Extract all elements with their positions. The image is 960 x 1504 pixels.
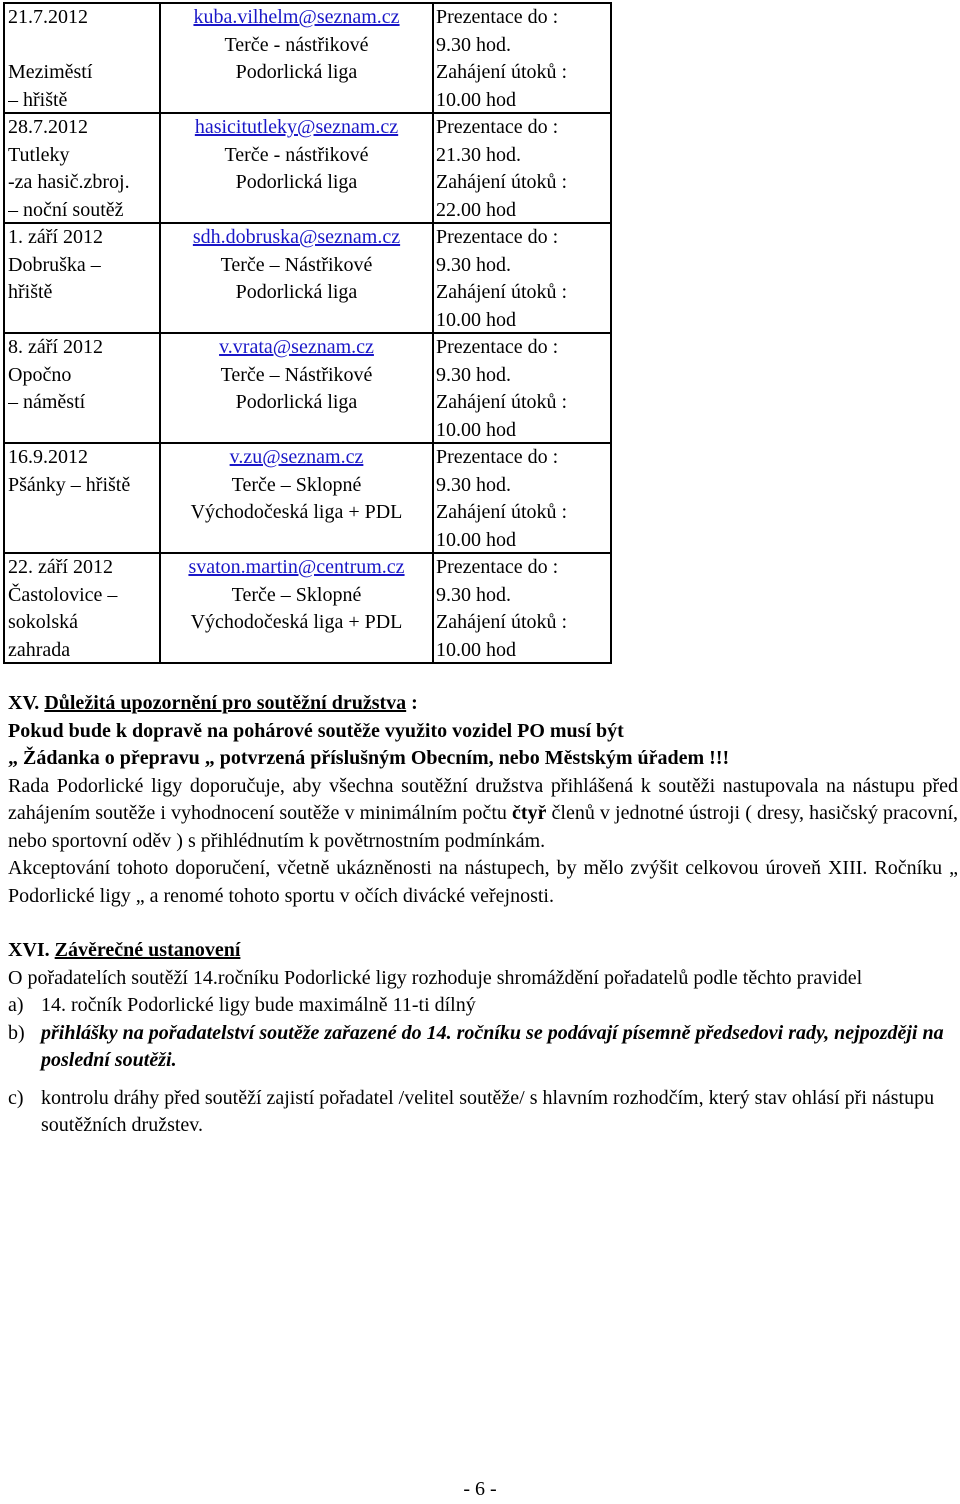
presentation-label: Prezentace do : <box>436 446 559 468</box>
date-place-line: 16.9.2012 <box>8 446 88 468</box>
transport-notice: Pokud bude k dopravě na pohárové soutěže využito vozidel PO musí být <box>8 719 624 742</box>
league: Podorlická liga <box>235 61 358 83</box>
list-marker: c) <box>8 1086 24 1109</box>
presentation-label: Prezentace do : <box>436 336 559 358</box>
organizer-email-link[interactable]: svaton.martin@centrum.cz <box>188 556 405 578</box>
date-place-line: – hřiště <box>8 88 68 111</box>
discipline: Terče – Sklopné <box>231 473 362 496</box>
document-body <box>8 690 958 1140</box>
date-place-line: sokolská <box>8 611 78 633</box>
date-place-line <box>8 499 156 527</box>
date-place-line: hřiště <box>8 281 53 303</box>
section-16-heading <box>8 937 958 965</box>
presentation-time: 9.30 hod. <box>436 363 511 386</box>
start-time: 10.00 hod <box>436 638 516 661</box>
date-place-line: – noční soutěž <box>8 198 124 221</box>
rules-list <box>8 992 958 1140</box>
date-place-line <box>8 307 156 333</box>
presentation-label: Prezentace do : <box>436 226 559 248</box>
table-row <box>4 443 611 553</box>
organizer-cell <box>160 113 433 223</box>
start-label: Zahájení útoků : <box>436 281 568 303</box>
start-time: 10.00 hod <box>436 308 516 331</box>
date-place-line: 21.7.2012 <box>8 6 88 28</box>
section-15-heading <box>8 690 958 718</box>
list-text: přihlášky na pořadatelství soutěže zařazené do 14. ročníku se podávají písemně předsedovi rady, nejpozději na poslední soutěži. <box>41 1021 944 1071</box>
date-place-line: Tutleky <box>8 143 70 166</box>
league: Podorlická liga <box>235 171 358 193</box>
time-cell <box>433 3 611 113</box>
acceptance-paragraph: Akceptování tohoto doporučení, včetně ukázněnosti na nástupech, by mělo zvýšit celkovou úroveň XIII. Ročníku „ Podorlické ligy „ a renomé tohoto sportu v očích divácké veřejnosti. <box>8 857 958 907</box>
discipline: Terče – Nástřikové <box>220 363 373 386</box>
list-marker: b) <box>8 1021 25 1044</box>
date-place-line <box>8 417 156 443</box>
list-item <box>8 1085 958 1140</box>
date-place-line: 1. září 2012 <box>8 226 103 248</box>
start-time: 10.00 hod <box>436 88 516 111</box>
section-16-intro: O pořadatelích soutěží 14.ročníku Podorlické ligy rozhoduje shromáždění pořadatelů podle těchto pravidel <box>8 966 863 989</box>
date-place-cell <box>4 113 160 223</box>
presentation-time: 9.30 hod. <box>436 253 511 276</box>
spacer <box>8 910 958 937</box>
league: Podorlická liga <box>235 391 358 413</box>
organizer-cell <box>160 443 433 553</box>
schedule-table <box>3 2 612 664</box>
organizer-email-link[interactable]: kuba.vilhelm@seznam.cz <box>193 6 400 28</box>
time-cell <box>433 443 611 553</box>
presentation-label: Prezentace do : <box>436 6 559 28</box>
para-emphasis: čtyř <box>511 802 547 824</box>
date-place-line <box>8 527 156 553</box>
section-number: XVI. <box>8 939 50 961</box>
organizer-cell <box>160 3 433 113</box>
date-place-line: 28.7.2012 <box>8 116 88 138</box>
recommendation-paragraph <box>8 773 958 856</box>
date-place-cell <box>4 3 160 113</box>
start-time: 22.00 hod <box>436 198 516 221</box>
date-place-line: Pšánky – hřiště <box>8 473 131 496</box>
section-title: Závěrečné ustanovení <box>54 939 241 961</box>
league: Východočeská liga + PDL <box>190 611 403 633</box>
organizer-email-link[interactable]: v.zu@seznam.cz <box>229 446 364 468</box>
section-number: XV. <box>8 692 40 714</box>
list-item <box>8 992 958 1020</box>
list-marker: a) <box>8 994 24 1016</box>
time-cell <box>433 553 611 663</box>
list-item <box>8 1020 958 1075</box>
table-row <box>4 113 611 223</box>
start-time: 10.00 hod <box>436 418 516 441</box>
date-place-line: Častolovice – <box>8 583 118 606</box>
presentation-label: Prezentace do : <box>436 116 559 138</box>
date-place-line: Meziměstí <box>8 61 93 83</box>
discipline: Terče – Nástřikové <box>220 253 373 276</box>
para-text: Rada Podorlické ligy doporučuje, aby všechna soutěžní družstva přihlášená k soutěži nastupovala na nástupu před zahájením soutěže i vyhodnocení soutěže v minimálním počtu <box>8 774 958 824</box>
date-place-line: zahrada <box>8 638 71 661</box>
start-label: Zahájení útoků : <box>436 61 568 83</box>
start-label: Zahájení útoků : <box>436 171 568 193</box>
time-cell <box>433 113 611 223</box>
para-text-2: členů v jednotné ústroji ( dresy, hasičský pracovní, nebo sportovní oděv ) s přihlédnutím k povětrnostním podmínkám. <box>8 802 959 852</box>
page-number: - 6 - <box>463 1478 497 1500</box>
organizer-cell <box>160 553 433 663</box>
table-row <box>4 3 611 113</box>
presentation-time: 9.30 hod. <box>436 473 511 496</box>
presentation-time: 9.30 hod. <box>436 33 511 56</box>
discipline: Terče - nástřikové <box>224 143 369 166</box>
date-place-line <box>8 32 156 60</box>
table-row <box>4 553 611 663</box>
date-place-line: – náměstí <box>8 391 86 413</box>
date-place-line: 22. září 2012 <box>8 556 113 578</box>
table-row <box>4 223 611 333</box>
presentation-time: 21.30 hod. <box>436 143 521 166</box>
discipline: Terče - nástřikové <box>224 33 369 56</box>
time-cell <box>433 223 611 333</box>
date-place-cell <box>4 333 160 443</box>
organizer-email-link[interactable]: v.vrata@seznam.cz <box>219 336 374 358</box>
start-label: Zahájení útoků : <box>436 391 568 413</box>
list-text: kontrolu dráhy před soutěží zajistí pořadatel /velitel soutěže/ s hlavním rozhodčím, který stav ohlásí při nástupu soutěžních družstev. <box>41 1086 935 1136</box>
time-cell <box>433 333 611 443</box>
organizer-email-link[interactable]: hasicitutleky@seznam.cz <box>194 116 399 138</box>
list-text: 14. ročník Podorlické ligy bude maximálně 11-ti dílný <box>41 994 476 1016</box>
table-row <box>4 333 611 443</box>
league: Podorlická liga <box>235 281 358 303</box>
organizer-cell <box>160 333 433 443</box>
organizer-cell <box>160 223 433 333</box>
date-place-cell <box>4 553 160 663</box>
date-place-line: 8. září 2012 <box>8 336 103 358</box>
date-place-line: Dobruška – <box>8 253 101 276</box>
league: Východočeská liga + PDL <box>190 501 403 523</box>
start-label: Zahájení útoků : <box>436 611 568 633</box>
date-place-cell <box>4 443 160 553</box>
transport-notice-2: „ Žádanka o přepravu „ potvrzená příslušným Obecním, nebo Městským úřadem !!! <box>8 747 730 769</box>
organizer-email-link[interactable]: sdh.dobruska@seznam.cz <box>192 226 401 248</box>
start-time: 10.00 hod <box>436 528 516 551</box>
section-colon: : <box>411 692 418 714</box>
discipline: Terče – Sklopné <box>231 583 362 606</box>
date-place-cell <box>4 223 160 333</box>
presentation-label: Prezentace do : <box>436 556 559 578</box>
date-place-line: -za hasič.zbroj. <box>8 171 130 193</box>
section-title: Důležitá upozornění pro soutěžní družstva <box>44 692 407 714</box>
date-place-line: Opočno <box>8 363 72 386</box>
start-label: Zahájení útoků : <box>436 501 568 523</box>
presentation-time: 9.30 hod. <box>436 583 511 606</box>
